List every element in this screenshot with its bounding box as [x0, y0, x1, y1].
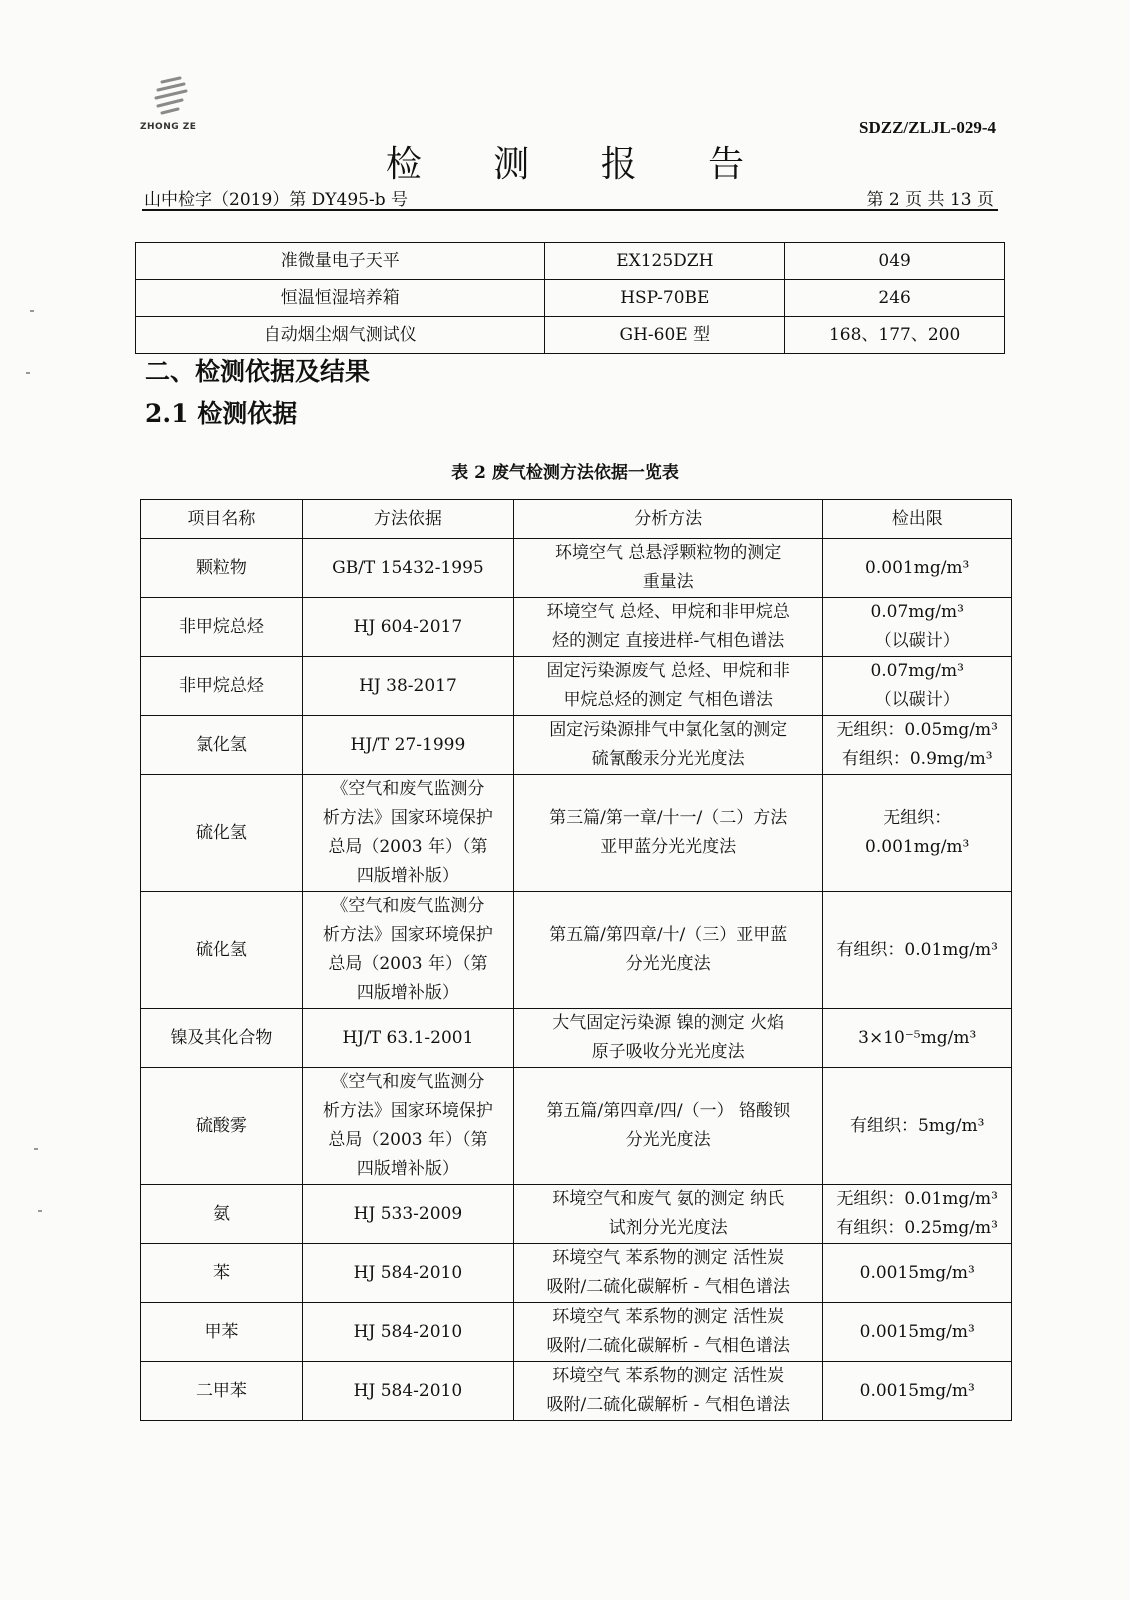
limit-cell	[823, 1068, 1012, 1185]
table-row	[141, 1362, 1012, 1421]
item-name-cell: 非甲烷总烃	[141, 598, 303, 657]
table-row	[141, 1068, 1012, 1185]
basis-line: 总局（2003 年）（第	[328, 837, 488, 857]
limit-line: 无组织：0.05mg/m³	[836, 720, 998, 740]
method-line: 环境空气 苯系物的测定 活性炭	[552, 1366, 785, 1386]
table-caption: 表 2 废气检测方法依据一览表	[451, 463, 679, 483]
basis-line: 四版增补版）	[356, 866, 459, 886]
basis-line: HJ 584-2010	[353, 1262, 463, 1283]
basis-line: 析方法》国家环境保护	[322, 808, 493, 828]
method-line: 环境空气 总悬浮颗粒物的测定	[554, 543, 782, 563]
logo-mark-icon	[150, 76, 190, 120]
method-cell	[513, 716, 822, 775]
method-cell	[513, 1362, 822, 1421]
method-cell	[513, 1068, 822, 1185]
method-cell	[513, 1009, 822, 1068]
basis-line: 析方法》国家环境保护	[322, 925, 493, 945]
page-number: 第 2 页 共 13 页	[866, 190, 994, 210]
equipment-id-cell: 049	[785, 243, 1005, 280]
limit-line: 0.001mg/m³	[865, 557, 970, 578]
document-code: SDZZ/ZLJL-029-4	[859, 118, 996, 137]
equipment-table	[135, 242, 1005, 354]
method-line: 重量法	[642, 572, 694, 592]
item-name-cell: 氨	[141, 1185, 303, 1244]
limit-line: 0.001mg/m³	[865, 837, 970, 857]
scan-mark	[38, 1210, 42, 1212]
report-number: 山中检字（2019）第 DY495-b 号	[144, 190, 408, 210]
basis-cell	[302, 1185, 513, 1244]
limit-cell	[823, 775, 1012, 892]
method-cell	[513, 892, 822, 1009]
method-line: 分光光度法	[625, 954, 711, 974]
method-line: 吸附/二硫化碳解析 - 气相色谱法	[546, 1277, 790, 1297]
method-line: 亚甲蓝分光光度法	[600, 837, 737, 857]
section-heading-2-1: 2.1 检测依据	[145, 399, 298, 428]
item-name-cell: 甲苯	[141, 1303, 303, 1362]
table-row	[141, 1009, 1012, 1068]
table-row	[141, 716, 1012, 775]
item-name-cell: 硫化氢	[141, 775, 303, 892]
table-row	[141, 1185, 1012, 1244]
basis-line: 总局（2003 年）（第	[328, 954, 488, 974]
table-row	[141, 598, 1012, 657]
method-table	[140, 499, 1012, 1421]
method-line: 固定污染源排气中氯化氢的测定	[549, 720, 788, 740]
method-cell	[513, 598, 822, 657]
method-line: 第五篇/第四章/十/（三）亚甲蓝	[549, 925, 788, 945]
basis-cell	[302, 1068, 513, 1185]
method-line: 吸附/二硫化碳解析 - 气相色谱法	[546, 1395, 790, 1415]
column-header: 分析方法	[513, 500, 822, 539]
basis-line: HJ/T 63.1-2001	[342, 1027, 474, 1048]
limit-cell	[823, 1009, 1012, 1068]
company-logo	[140, 76, 210, 140]
limit-cell	[823, 1303, 1012, 1362]
limit-line: 0.0015mg/m³	[859, 1321, 975, 1342]
limit-line: 有组织：0.9mg/m³	[841, 749, 993, 769]
table-header-row	[141, 500, 1012, 539]
equipment-name-cell: 自动烟尘烟气测试仪	[136, 317, 545, 354]
basis-cell	[302, 1244, 513, 1303]
basis-line: HJ 604-2017	[353, 616, 463, 637]
basis-line: 《空气和废气监测分	[331, 896, 485, 916]
limit-line: 0.0015mg/m³	[859, 1380, 975, 1401]
table-row	[141, 775, 1012, 892]
basis-line: 四版增补版）	[356, 983, 459, 1003]
limit-line: 有组织：0.01mg/m³	[836, 939, 998, 960]
basis-cell	[302, 657, 513, 716]
method-cell	[513, 539, 822, 598]
item-name-cell: 苯	[141, 1244, 303, 1303]
equipment-id-cell: 246	[785, 280, 1005, 317]
equipment-row	[136, 243, 1005, 280]
scan-mark	[34, 1148, 38, 1150]
basis-cell	[302, 539, 513, 598]
method-cell	[513, 657, 822, 716]
method-line: 第五篇/第四章/四/（一） 铬酸钡	[546, 1101, 790, 1121]
method-line: 固定污染源废气 总烃、甲烷和非	[546, 661, 790, 681]
basis-cell	[302, 892, 513, 1009]
limit-line: （以碳计）	[874, 631, 960, 651]
equipment-row	[136, 317, 1005, 354]
method-line: 分光光度法	[625, 1130, 711, 1150]
limit-line: 0.0015mg/m³	[859, 1262, 975, 1283]
limit-line: 有组织：0.25mg/m³	[836, 1218, 998, 1238]
method-line: 第三篇/第一章/十一/（二）方法	[549, 808, 788, 828]
method-cell	[513, 1244, 822, 1303]
method-line: 环境空气 苯系物的测定 活性炭	[552, 1307, 785, 1327]
limit-line: 无组织：	[883, 808, 952, 828]
limit-cell	[823, 539, 1012, 598]
item-name-cell: 二甲苯	[141, 1362, 303, 1421]
limit-line: （以碳计）	[874, 690, 960, 710]
basis-cell	[302, 716, 513, 775]
table-row	[141, 657, 1012, 716]
method-line: 试剂分光光度法	[608, 1218, 728, 1238]
basis-line: 《空气和废气监测分	[331, 779, 485, 799]
table-row	[141, 539, 1012, 598]
method-cell	[513, 1303, 822, 1362]
limit-cell	[823, 892, 1012, 1009]
table-row	[141, 1303, 1012, 1362]
limit-line: 0.07mg/m³	[870, 602, 964, 622]
equipment-name-cell: 准微量电子天平	[136, 243, 545, 280]
basis-line: 四版增补版）	[356, 1159, 459, 1179]
equipment-row	[136, 280, 1005, 317]
equipment-model-cell: HSP-70BE	[545, 280, 785, 317]
basis-line: HJ 533-2009	[353, 1203, 463, 1224]
basis-line: 总局（2003 年）（第	[328, 1130, 488, 1150]
basis-cell	[302, 1009, 513, 1068]
method-line: 环境空气 总烃、甲烷和非甲烷总	[546, 602, 790, 622]
limit-cell	[823, 598, 1012, 657]
limit-line: 无组织：0.01mg/m³	[836, 1189, 998, 1209]
method-line: 硫氰酸汞分光光度法	[591, 749, 745, 769]
basis-cell	[302, 598, 513, 657]
item-name-cell: 非甲烷总烃	[141, 657, 303, 716]
limit-cell	[823, 1362, 1012, 1421]
item-name-cell: 颗粒物	[141, 539, 303, 598]
equipment-model-cell: GH-60E 型	[545, 317, 785, 354]
limit-line: 3×10⁻⁵mg/m³	[858, 1027, 977, 1048]
method-line: 甲烷总烃的测定 气相色谱法	[563, 690, 773, 710]
report-title: 检 测 报 告	[385, 144, 775, 185]
basis-line: HJ/T 27-1999	[350, 734, 466, 755]
basis-line: GB/T 15432-1995	[332, 557, 484, 578]
basis-line: HJ 38-2017	[359, 675, 457, 696]
basis-cell	[302, 775, 513, 892]
limit-cell	[823, 657, 1012, 716]
basis-cell	[302, 1303, 513, 1362]
equipment-id-cell: 168、177、200	[785, 317, 1005, 354]
method-line: 环境空气 苯系物的测定 活性炭	[552, 1248, 785, 1268]
equipment-model-cell: EX125DZH	[545, 243, 785, 280]
method-line: 烃的测定 直接进样-气相色谱法	[552, 631, 785, 651]
report-header-bar	[142, 181, 998, 211]
method-line: 大气固定污染源 镍的测定 火焰	[552, 1013, 785, 1033]
item-name-cell: 硫化氢	[141, 892, 303, 1009]
basis-line: 《空气和废气监测分	[331, 1072, 485, 1092]
scan-mark	[30, 310, 34, 312]
basis-line: 析方法》国家环境保护	[322, 1101, 493, 1121]
table-row	[141, 1244, 1012, 1303]
method-cell	[513, 775, 822, 892]
limit-line: 有组织：5mg/m³	[849, 1115, 985, 1136]
method-line: 环境空气和废气 氨的测定 纳氏	[552, 1189, 785, 1209]
basis-cell	[302, 1362, 513, 1421]
basis-line: HJ 584-2010	[353, 1380, 463, 1401]
section-heading-2: 二、检测依据及结果	[145, 357, 371, 386]
column-header: 项目名称	[141, 500, 303, 539]
limit-cell	[823, 1244, 1012, 1303]
equipment-name-cell: 恒温恒湿培养箱	[136, 280, 545, 317]
table-row	[141, 892, 1012, 1009]
item-name-cell: 镍及其化合物	[141, 1009, 303, 1068]
item-name-cell: 氯化氢	[141, 716, 303, 775]
logo-text: ZHONG ZE	[140, 122, 197, 132]
limit-line: 0.07mg/m³	[870, 661, 964, 681]
limit-cell	[823, 1185, 1012, 1244]
method-line: 吸附/二硫化碳解析 - 气相色谱法	[546, 1336, 790, 1356]
limit-cell	[823, 716, 1012, 775]
method-cell	[513, 1185, 822, 1244]
column-header: 检出限	[823, 500, 1012, 539]
scan-mark	[26, 372, 30, 374]
basis-line: HJ 584-2010	[353, 1321, 463, 1342]
method-line: 原子吸收分光光度法	[591, 1042, 745, 1062]
column-header: 方法依据	[302, 500, 513, 539]
item-name-cell: 硫酸雾	[141, 1068, 303, 1185]
